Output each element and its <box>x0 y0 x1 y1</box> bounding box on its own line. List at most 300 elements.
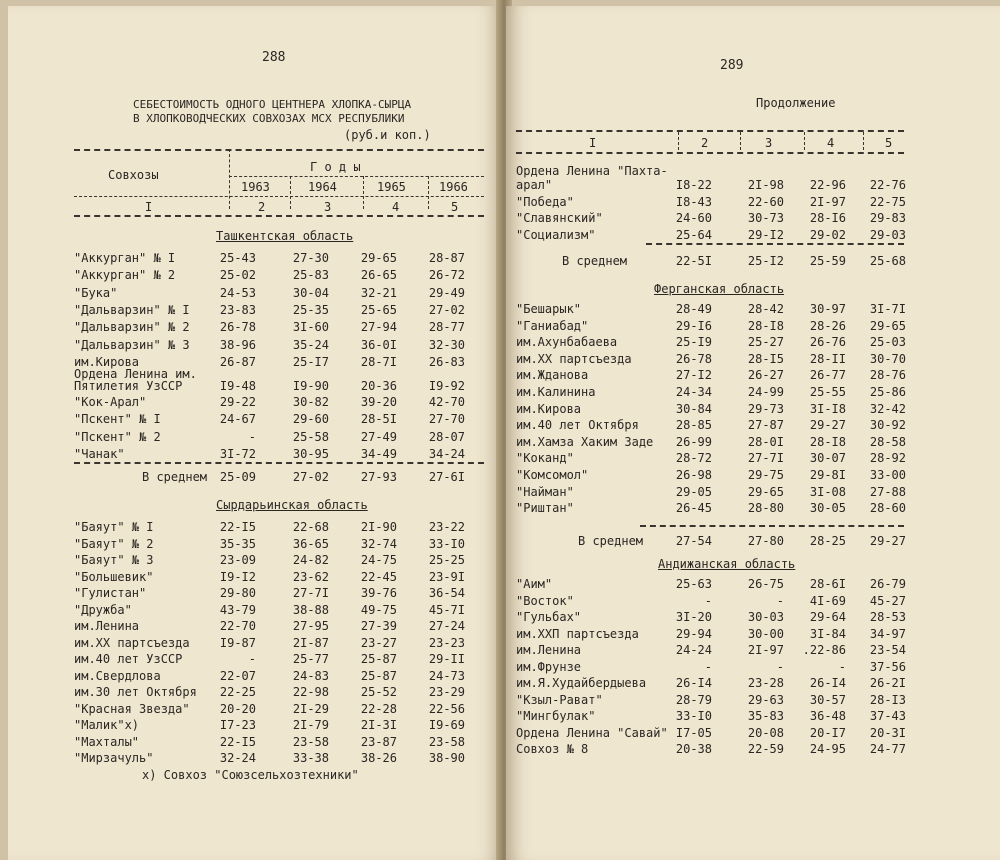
cell-value: 25-87 <box>360 668 397 683</box>
year-1963: 1963 <box>241 180 270 194</box>
cell-value: 24-99 <box>747 385 784 399</box>
cell-value: 26-2I <box>869 676 906 690</box>
col-sovkhozy: Совхозы <box>108 168 159 182</box>
cell-value: 23-87 <box>360 734 397 749</box>
row-name: "Дальварзин" № 2 <box>74 320 190 335</box>
table-row <box>8 320 502 336</box>
table-row <box>506 627 1000 643</box>
cell-value: 29-63 <box>747 692 784 707</box>
section-fergana: Ферганская область <box>654 282 785 296</box>
row-name: "Комсомол" <box>516 468 589 482</box>
cell-value: 3I-I8 <box>809 401 846 416</box>
table-row <box>506 228 1000 244</box>
table-row <box>506 335 1000 351</box>
cell-value: 36-48 <box>809 709 846 723</box>
cell-value: 24-95 <box>809 742 846 756</box>
cell-value: 26-99 <box>675 434 712 449</box>
cell-value: 28-76 <box>869 368 906 383</box>
cell-value: 27-70 <box>428 412 465 427</box>
cell-value: 29-05 <box>675 484 712 499</box>
cell-value: - <box>838 659 846 674</box>
cell-value: 25-I7 <box>292 354 329 369</box>
cell-value: 26-I4 <box>809 676 846 690</box>
row-name: им.Кирова <box>74 354 140 369</box>
table-row <box>8 251 502 267</box>
cell-value: 22-96 <box>809 178 846 192</box>
cell-value: 26-78 <box>675 351 712 366</box>
row-name: им.Ленина <box>74 619 140 633</box>
cell-value: 2I-97 <box>747 643 784 657</box>
table-row <box>506 468 1000 484</box>
cell-value: 27-39 <box>360 619 397 633</box>
cell-value: 24-73 <box>428 668 465 683</box>
cell-value: 28-77 <box>428 320 465 335</box>
cell-value: 28-0I <box>747 434 784 449</box>
cell-value: 25-77 <box>292 652 329 666</box>
cell-value: 24-34 <box>675 385 712 399</box>
cell-value: I8-43 <box>675 194 712 209</box>
cell-value: 2I-29 <box>292 701 329 716</box>
cell-value: 29-94 <box>675 626 712 641</box>
right-page: 289 Продолжение I 2 3 4 5 Ордена Ленина "Пахта- арал" I8-22 2I-98 22-96 22-76 "Победа" I8-43 22-60 2I-97 22-75 "Славянский" 24-60 30-73 28-I6 29-83 "Социализм" 25-64 29-I2 29-02 29-03 В среднем 22-5I 25-I2 25-59 25-68 Ферганская область "Бешарык" 28-49 28-42 30-97 3I-7I "Ганиабад" 29-I6 28-I8 28-26 29-65 им.Ахунбабаева 25-I9 25-27 26-76 25-03 им.XX партсъезда 26-78 28-I5 28-II 30-70 им.Жданова 27-I2 26-27 26-77 28-76 им.Калинина 24-34 24-99 25-55 25-86 им.Кирова 30-84 29-73 3I-I8 32-42 им.40 лет Октября 28-85 27-87 29-27 30-92 им.Хамза Хаким Заде 26-99 28-0I 28-I8 28-58 "Коканд" 28-72 27-7I 30-07 28-92 "Комсомол" 26-98 29-75 29-8I 33-00 "Найман" 29-05 29-65 3I-08 27-88 "Риштан" 26-45 28-80 30-05 28-60 В среднем 27-54 27-80 28-25 29-27 Андижанская область "Аим" 25-63 26-75 28-6I 26-79 "Восток" - - 4I-69 45-27 "Гульбах" 3I-20 30-03 29-64 28-53 им.XXП партсъезда 29-94 30-00 3I-84 34-97 им.Ленина 24-24 2I-97 .22-86 23-54 им.Фрунзе - - - 37-56 им.Я.Худайбердыева 26-I4 23-28 26-I4 26-2I "Кзыл-Рават" 28-79 29-63 30-57 28-I3 "Мингбулак" 33-I0 35-83 36-48 37-43 Ордена Ленина "Савай" I7-05 20-08 20-I7 20-3I Совхоз № 8 20-38 22-59 24-95 24-77 <box>506 6 1000 860</box>
cell-value: 27-88 <box>869 484 906 499</box>
row-name: "Бука" <box>74 285 118 300</box>
cell-value: 26-77 <box>809 368 846 383</box>
cell-value: 25-02 <box>219 268 256 283</box>
row-name: "Победа" <box>516 194 574 209</box>
cell-value: 30-57 <box>809 692 846 707</box>
cell-value: 20-38 <box>675 742 712 756</box>
cell-value: 27-49 <box>360 429 397 444</box>
cell-value: 33-00 <box>869 468 906 482</box>
cell-value: 30-82 <box>292 395 329 409</box>
cell-value: 28-72 <box>675 451 712 466</box>
cell-value: 3I-7I <box>869 302 906 316</box>
cell-value: 23-62 <box>292 569 329 584</box>
colnum-3: 3 <box>324 200 332 214</box>
table-row <box>506 610 1000 626</box>
cell-value: 26-76 <box>809 335 846 350</box>
header-rule-bottom <box>74 215 484 217</box>
cell-value: 36-0I <box>360 337 397 352</box>
table-row <box>506 742 1000 758</box>
cell-value: 29-65 <box>747 484 784 499</box>
cell-value: 20-20 <box>219 701 256 716</box>
row-name: "Чанак" <box>74 446 125 461</box>
cell-value: 29-8I <box>809 468 846 482</box>
years-rule <box>229 176 484 177</box>
table-row <box>8 685 502 701</box>
table-row <box>8 603 502 619</box>
row-name: им.Кирова <box>516 401 582 416</box>
cell-value: 33-I0 <box>675 709 712 723</box>
cell-value: 37-56 <box>869 659 906 674</box>
row-name: им.Жданова <box>516 368 589 383</box>
cell-value: I9-I2 <box>219 569 256 584</box>
cell-value: 29-I2 <box>747 227 784 242</box>
table-row <box>8 718 502 734</box>
cell-value: I9-69 <box>428 718 465 732</box>
table-row <box>8 395 502 411</box>
cell-value: 35-24 <box>292 337 329 352</box>
cell-value: 32-42 <box>869 401 906 416</box>
row-name: "Дальварзин" № I <box>74 302 190 317</box>
table-row <box>506 418 1000 434</box>
cell-value: 33-I0 <box>428 536 465 551</box>
cell-value: 2I-3I <box>360 718 397 732</box>
cell-value: 30-05 <box>809 501 846 516</box>
cell-value: 28-42 <box>747 302 784 316</box>
cell-value: I7-05 <box>675 725 712 740</box>
table-row <box>8 669 502 685</box>
table-row <box>506 660 1000 676</box>
cell-value: 28-53 <box>869 610 906 624</box>
units-note: (руб.и коп.) <box>344 128 431 142</box>
cell-value: 28-6I <box>809 577 846 591</box>
cell-value: 24-83 <box>292 668 329 683</box>
row-name: им.40 лет УзССР <box>74 652 183 666</box>
table-row <box>8 751 502 767</box>
cell-value: 36-65 <box>292 536 329 551</box>
table-row <box>8 636 502 652</box>
cell-value: 38-90 <box>428 751 465 765</box>
cell-value: 2I-90 <box>360 520 397 534</box>
cell-value: 23-83 <box>219 302 256 317</box>
cell-value: 26-79 <box>869 577 906 591</box>
cell-value: 28-26 <box>809 318 846 333</box>
table-row <box>506 319 1000 335</box>
table-row <box>506 485 1000 501</box>
cell-value: 3I-20 <box>675 610 712 624</box>
cell-value: 26-75 <box>747 577 784 591</box>
year-1966: 1966 <box>439 180 468 194</box>
header-rule-top <box>74 149 484 151</box>
cell-value: 30-04 <box>292 285 329 300</box>
cell-value: 38-26 <box>360 751 397 765</box>
cell-value: 28-85 <box>675 418 712 433</box>
cell-value: 23-54 <box>869 643 906 657</box>
table-row <box>506 709 1000 725</box>
cell-value: 34-49 <box>360 446 397 461</box>
cell-value: 25-58 <box>292 429 329 444</box>
cell-value: 22-45 <box>360 569 397 584</box>
row-name: "Мингбулак" <box>516 709 596 723</box>
section-andijan: Андижанская область <box>658 557 796 571</box>
table-row <box>8 338 502 354</box>
cell-value: 30-73 <box>747 211 784 225</box>
colnum-2: 2 <box>258 200 266 214</box>
cell-value: 29-02 <box>809 227 846 242</box>
cell-value: 24-60 <box>675 211 712 225</box>
left-page <box>8 6 502 860</box>
cell-value: 26-72 <box>428 268 465 283</box>
table-row <box>506 385 1000 401</box>
section-syrdarya: Сырдарьинская область <box>216 498 368 512</box>
year-1965: 1965 <box>377 180 406 194</box>
cell-value: 25-87 <box>360 652 397 666</box>
average-row: В среднем 27-54 27-80 28-25 29-27 <box>578 534 906 548</box>
row-name: им.XX партсъезда <box>516 351 632 366</box>
cell-value: 28-I8 <box>747 318 784 333</box>
cell-value: 26-27 <box>747 368 784 383</box>
cell-value: 23-09 <box>219 553 256 567</box>
row-pakhta-line1: Ордена Ленина "Пахта- <box>516 164 668 178</box>
cell-value: 30-84 <box>675 401 712 416</box>
cell-value: 29-22 <box>219 395 256 409</box>
cell-value: 26-45 <box>675 501 712 516</box>
table-row <box>506 402 1000 418</box>
cell-value: 28-49 <box>675 302 712 316</box>
table-row <box>506 368 1000 384</box>
cell-value: 30-92 <box>869 418 906 433</box>
cell-value: 28-80 <box>747 501 784 516</box>
row-name: "Махталы" <box>74 734 140 749</box>
table-row <box>506 501 1000 517</box>
cell-value: 30-03 <box>747 610 784 624</box>
cell-value: 25-43 <box>219 251 256 265</box>
cell-value: 45-27 <box>869 593 906 608</box>
colnum-1: I <box>145 200 153 214</box>
table-row <box>506 693 1000 709</box>
cell-value: 3I-08 <box>809 484 846 499</box>
row-name: им.Я.Худайбердыева <box>516 676 647 690</box>
cell-value: 49-75 <box>360 602 397 617</box>
row-name: им.30 лет Октября <box>74 685 197 699</box>
cell-value: - <box>776 593 784 608</box>
cell-value: 27-30 <box>292 251 329 265</box>
cell-value: 25-27 <box>747 335 784 350</box>
cell-value: 29-60 <box>292 412 329 427</box>
footnote: х) Совхоз "Союзсельхозтехники" <box>142 768 359 782</box>
cell-value: 28-92 <box>869 451 906 466</box>
cell-value: 27-24 <box>428 619 465 633</box>
row-name: "Мирзачуль" <box>74 751 154 765</box>
cell-value: 4I-69 <box>809 593 846 608</box>
cell-value: 26-98 <box>675 468 712 482</box>
cell-value: 29-80 <box>219 586 256 600</box>
cell-value: 2I-87 <box>292 635 329 650</box>
cell-value: - <box>704 593 712 608</box>
cell-value: 23-22 <box>428 520 465 534</box>
cell-value: 3I-84 <box>809 626 846 641</box>
row-name: им.40 лет Октября <box>516 418 639 433</box>
cell-value: 28-I8 <box>809 434 846 449</box>
cell-value: 32-74 <box>360 536 397 551</box>
table-row <box>8 619 502 635</box>
cell-value: 20-3I <box>869 725 906 740</box>
cell-value: 22-70 <box>219 619 256 633</box>
cell-value: 28-60 <box>869 501 906 516</box>
cell-value: 29-64 <box>809 610 846 624</box>
table-row: Пятилетия УзССР I9-48 I9-90 20-36 I9-92 <box>74 379 465 393</box>
cell-value: 23-58 <box>292 734 329 749</box>
row-name: "Пскент" № I <box>74 412 161 427</box>
cell-value: 29-73 <box>747 401 784 416</box>
cell-value: 27-7I <box>292 586 329 600</box>
table-row <box>8 570 502 586</box>
cell-value: 23-58 <box>428 734 465 749</box>
average-row: В среднем 25-09 27-02 27-93 27-6I <box>142 470 465 484</box>
row-name: "Гулистан" <box>74 586 147 600</box>
page-number: 289 <box>720 58 744 73</box>
cell-value: 30-07 <box>809 451 846 466</box>
table-row <box>506 178 1000 194</box>
cell-value: 22-56 <box>428 701 465 716</box>
table-row <box>8 702 502 718</box>
cell-value: 38-96 <box>219 337 256 352</box>
cell-value: 32-30 <box>428 337 465 352</box>
row-name: "Гульбах" <box>516 610 582 624</box>
table-row <box>8 553 502 569</box>
row-name: "Дружба" <box>74 602 132 617</box>
table-row <box>506 676 1000 692</box>
row-name: "Найман" <box>516 484 574 499</box>
table-row <box>506 451 1000 467</box>
cell-value: 24-75 <box>360 553 397 567</box>
cell-value: 29-27 <box>809 418 846 433</box>
table-row <box>8 412 502 428</box>
cell-value: 28-07 <box>428 429 465 444</box>
table-row <box>8 268 502 284</box>
cell-value: 45-7I <box>428 602 465 617</box>
table-row <box>8 520 502 536</box>
row-name: "Красная Звезда" <box>74 701 190 716</box>
cell-value: 39-20 <box>360 395 397 409</box>
cell-value: 25-63 <box>675 577 712 591</box>
cell-value: 28-7I <box>360 354 397 369</box>
cell-value: 25-I9 <box>675 335 712 350</box>
table-row <box>506 211 1000 227</box>
cell-value: I8-22 <box>675 178 712 192</box>
cell-value: 29-75 <box>747 468 784 482</box>
row-name: им.Свердлова <box>74 668 161 683</box>
table-row <box>506 195 1000 211</box>
cell-value: 23-27 <box>360 635 397 650</box>
cell-value: 28-79 <box>675 692 712 707</box>
cell-value: 28-I5 <box>747 351 784 366</box>
cell-value: 30-97 <box>809 302 846 316</box>
row-name: Ордена Ленина "Савай" <box>516 725 668 740</box>
row-name: "Социализм" <box>516 227 596 242</box>
cell-value: 30-70 <box>869 351 906 366</box>
row-name: "Баяут" № I <box>74 520 154 534</box>
table-row <box>506 594 1000 610</box>
row-name: им.Фрунзе <box>516 659 582 674</box>
row-name: "Кок-Арал" <box>74 395 147 409</box>
table-title-line1: СЕБЕСТОИМОСТЬ ОДНОГО ЦЕНТНЕРА ХЛОПКА-СЫРЦА <box>133 98 412 111</box>
table-title-line2: В ХЛОПКОВОДЧЕСКИХ СОВХОЗАХ МСХ РЕСПУБЛИКИ <box>133 112 405 125</box>
cell-value: 34-24 <box>428 446 465 461</box>
cell-value: 2I-97 <box>809 194 846 209</box>
table-row <box>8 303 502 319</box>
table-row <box>506 302 1000 318</box>
row-name: "Славянский" <box>516 211 603 225</box>
row-name: "Большевик" <box>74 569 154 584</box>
cell-value: 20-I7 <box>809 725 846 740</box>
cell-value: 3I-72 <box>219 446 256 461</box>
cell-value: 23-9I <box>428 569 465 584</box>
cell-value: 25-86 <box>869 385 906 399</box>
row-name: Совхоз № 8 <box>516 742 589 756</box>
cell-value: 28-87 <box>428 251 465 265</box>
cell-value: 27-I2 <box>675 368 712 383</box>
cell-value: 29-65 <box>360 251 397 265</box>
row-name: "Малик"х) <box>74 718 140 732</box>
cell-value: 22-76 <box>869 178 906 192</box>
row-name: "Восток" <box>516 593 574 608</box>
cell-value: 28-5I <box>360 412 397 427</box>
cell-value: 28-58 <box>869 434 906 449</box>
cell-value: 23-28 <box>747 676 784 690</box>
row-name: "Бешарык" <box>516 302 582 316</box>
row-name: им.XXП партсъезда <box>516 626 639 641</box>
cell-value: 25-25 <box>428 553 465 567</box>
cell-value: 22-25 <box>219 685 256 699</box>
cell-value: 27-7I <box>747 451 784 466</box>
cell-value: 32-24 <box>219 751 256 765</box>
row-name: им.Калинина <box>516 385 596 399</box>
row-name: "Баяут" № 2 <box>74 536 154 551</box>
year-1964: 1964 <box>308 180 337 194</box>
row-name: "Риштан" <box>516 501 574 516</box>
cell-value: 36-54 <box>428 586 465 600</box>
table-row <box>8 537 502 553</box>
cell-value: 27-02 <box>428 302 465 317</box>
cell-value: 26-83 <box>428 354 465 369</box>
cell-value: 24-77 <box>869 742 906 756</box>
cell-value: 43-79 <box>219 602 256 617</box>
cell-value: 32-21 <box>360 285 397 300</box>
table-row <box>506 643 1000 659</box>
cell-value: 37-43 <box>869 709 906 723</box>
cell-value: 22-I5 <box>219 734 256 749</box>
table-row <box>8 735 502 751</box>
table-row <box>506 577 1000 593</box>
cell-value: .22-86 <box>802 643 846 657</box>
cell-value: 25-52 <box>360 685 397 699</box>
cell-value: 35-35 <box>219 536 256 551</box>
continuation-label: Продолжение <box>756 96 836 110</box>
row-name: им.XX партсъезда <box>74 635 190 650</box>
cell-value: 29-49 <box>428 285 465 300</box>
row-name: "Баяут" № 3 <box>74 553 154 567</box>
row-name: им.Хамза Хаким Заде <box>516 434 654 449</box>
row-name: "Аим" <box>516 577 553 591</box>
cell-value: 39-76 <box>360 586 397 600</box>
cell-value: - <box>704 659 712 674</box>
cell-value: 25-83 <box>292 268 329 283</box>
cell-value: 28-I6 <box>809 211 846 225</box>
cell-value: 22-07 <box>219 668 256 683</box>
row-name: "Аккурган" № 2 <box>74 268 176 283</box>
table-row <box>8 286 502 302</box>
page-number: 288 <box>262 50 286 65</box>
col-gody: Г о д ы <box>310 160 361 174</box>
table-row <box>506 726 1000 742</box>
row-name: "Аккурган" № I <box>74 251 176 265</box>
cell-value: - <box>248 429 256 444</box>
row-name: "Ганиабад" <box>516 318 589 333</box>
cell-value: 26-65 <box>360 268 397 283</box>
row-ordena-line1: Ордена Ленина им. <box>74 367 197 381</box>
cell-value: 25-64 <box>675 227 712 242</box>
cell-value: 35-83 <box>747 709 784 723</box>
cell-value: 22-75 <box>869 194 906 209</box>
cell-value: 27-87 <box>747 418 784 433</box>
cell-value: 26-87 <box>219 354 256 369</box>
cell-value: 25-03 <box>869 335 906 350</box>
row-name: им.Ленина <box>516 643 582 657</box>
